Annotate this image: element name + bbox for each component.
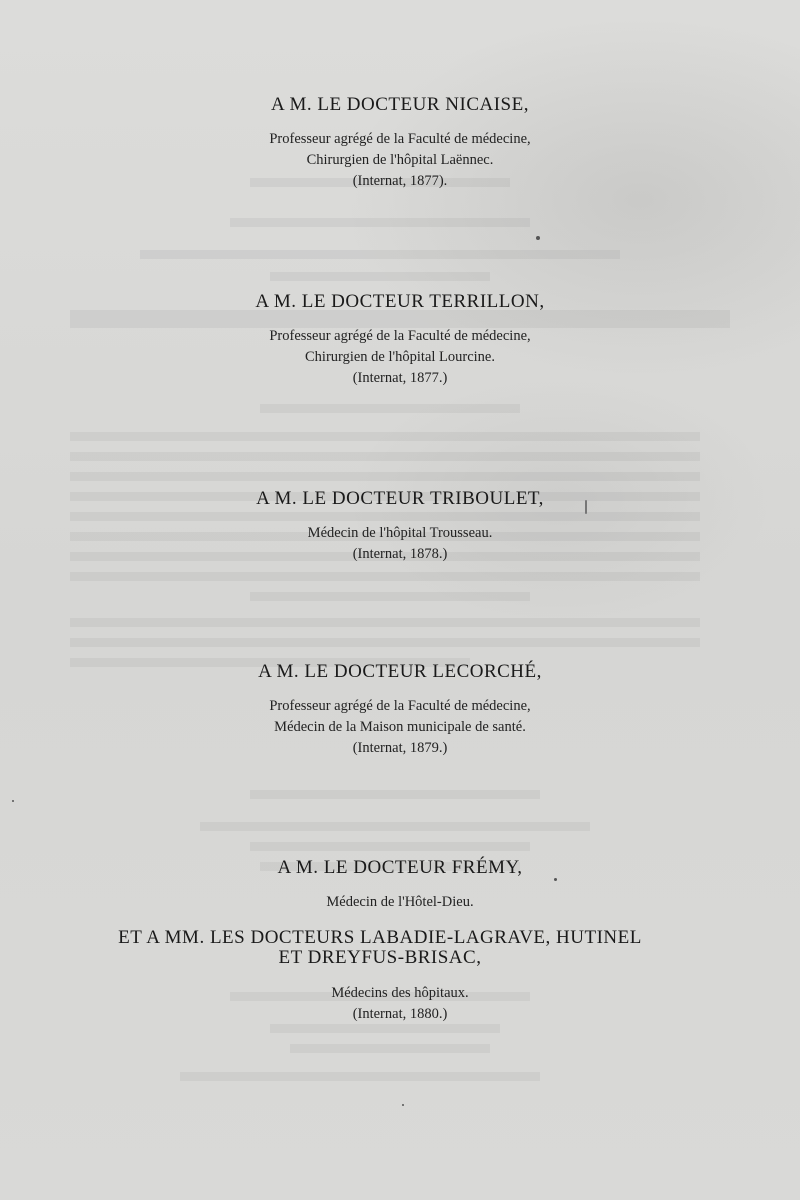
dedication-line: Médecin de l'hôpital Trousseau.: [307, 525, 493, 541]
scan-speck: [12, 800, 14, 802]
final-heading-line: ET A MM. LES DOCTEURS LABADIE-LAGRAVE, HUTINEL: [118, 927, 642, 948]
dedication-line: Professeur agrégé de la Faculté de médecine,: [269, 698, 531, 714]
dedication-line: Professeur agrégé de la Faculté de médecine,: [269, 131, 531, 147]
dedication-line: (Internat, 1877.): [352, 370, 448, 386]
final-heading-line: ET DREYFUS-BRISAC,: [278, 947, 482, 968]
dedication-line: (Internat, 1877).: [352, 173, 448, 189]
final-dedication-heading: [90, 928, 670, 968]
dedication-heading: A M. LE DOCTEUR TERRILLON,: [255, 291, 545, 312]
dedication-line: Médecin de la Maison municipale de santé.: [274, 719, 526, 735]
dedication-line: (Internat, 1878.): [352, 546, 448, 562]
dedication-line: Chirurgien de l'hôpital Laënnec.: [306, 152, 494, 168]
dedication-heading: A M. LE DOCTEUR NICAISE,: [271, 94, 529, 115]
dedication-line: (Internat, 1880.): [352, 1006, 448, 1022]
scan-speck: [402, 1104, 404, 1106]
dedication-line: Professeur agrégé de la Faculté de médecine,: [269, 328, 531, 344]
final-dedication-details: [0, 983, 800, 1025]
dedication-fremy: [0, 856, 800, 913]
dedication-line: Médecins des hôpitaux.: [331, 985, 469, 1001]
dedication-line: (Internat, 1879.): [352, 740, 448, 756]
dedication-heading: A M. LE DOCTEUR TRIBOULET,: [256, 488, 544, 509]
scan-speck: [554, 878, 557, 881]
dedication-nicaise: [0, 93, 800, 192]
dedication-line: Chirurgien de l'hôpital Lourcine.: [305, 349, 495, 365]
dedication-terrillon: [0, 290, 800, 389]
dedication-line: Médecin de l'Hôtel-Dieu.: [326, 894, 474, 910]
dedication-heading: A M. LE DOCTEUR LECORCHÉ,: [258, 661, 542, 682]
scan-speck: [536, 236, 540, 240]
scan-speck: [585, 500, 587, 514]
dedication-triboulet: [0, 487, 800, 565]
dedication-heading: A M. LE DOCTEUR FRÉMY,: [277, 857, 523, 878]
dedication-lecorche: [0, 660, 800, 759]
